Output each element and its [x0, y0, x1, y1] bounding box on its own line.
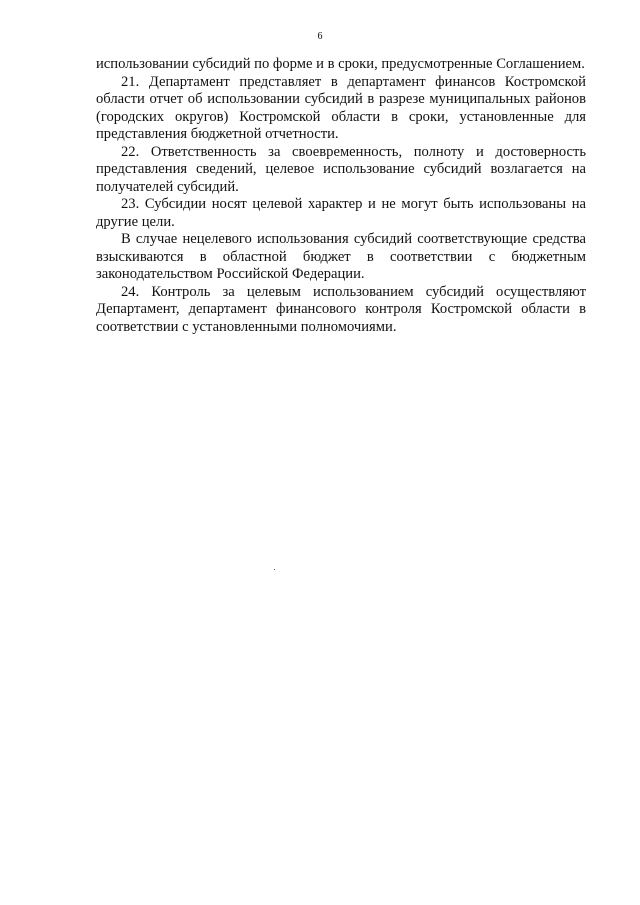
paragraph-continuation: использовании субсидий по форме и в сроки, предусмотренные Соглашением. [96, 56, 585, 72]
paragraph-22-responsibility: 22. Ответственность за своевременность, полноту и достоверность представления сведений, целевое использование субсидий возлагается на получателей субсидий. [96, 143, 586, 195]
document-body [96, 56, 586, 336]
page-number: 6 [317, 31, 323, 42]
paragraph-24-control: 24. Контроль за целевым использованием субсидий осуществляют Департамент, департамент финансового контроля Костромской области в соответствии с установленными полномочиями. [96, 283, 586, 335]
paragraph-misuse-recovery: В случае нецелевого использования субсидий соответствующие средства взыскиваются в областной бюджет в соответствии с бюджетным законодательством Российской Федерации. [96, 231, 586, 282]
paragraph-21-report: 21. Департамент представляет в департамент финансов Костромской области отчет об использовании субсидий в разрезе муниципальных районов (городских округов) Костромской области в сроки, установленные для представления бюджетной отчетности. [96, 73, 586, 142]
paragraph-23-targeted-use: 23. Субсидии носят целевой характер и не могут быть использованы на другие цели. [96, 196, 586, 230]
scan-speck [274, 569, 275, 570]
